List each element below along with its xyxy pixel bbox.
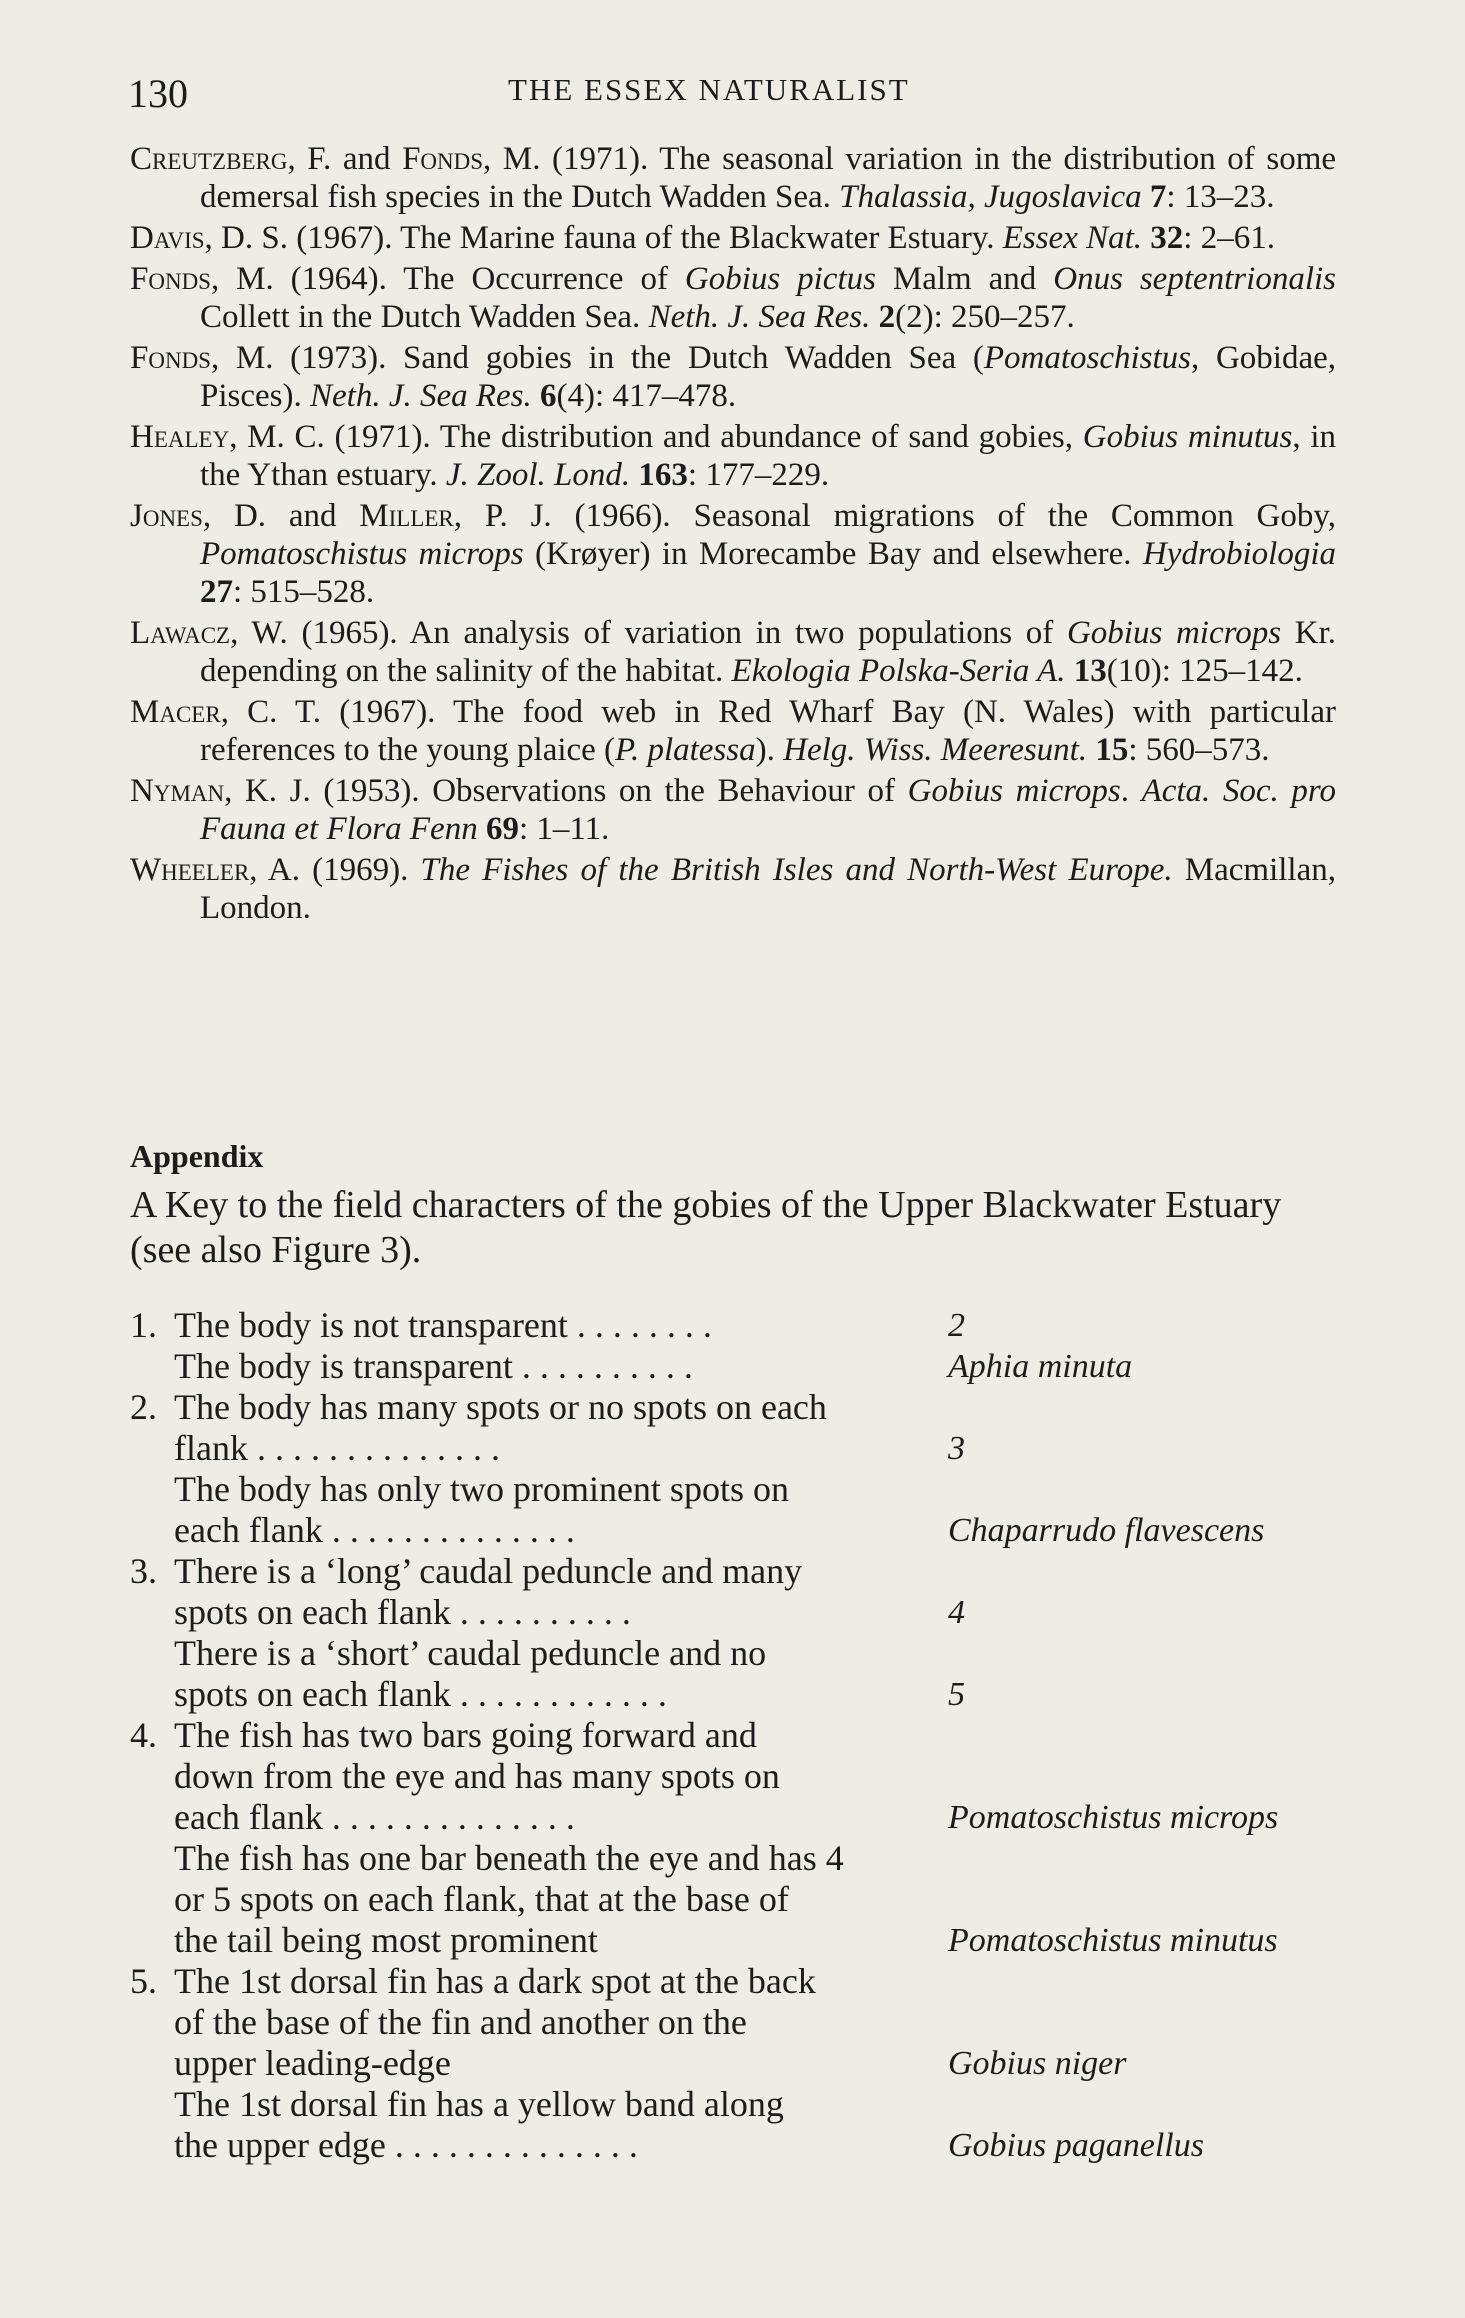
key-text: spots on each flank . . . . . . . . . . . . xyxy=(174,1674,667,1714)
key-text: the upper edge . . . . . . . . . . . . . . xyxy=(174,2125,638,2165)
reference-nyman: Nyman, K. J. (1953). Observations on the Behaviour of Gobius microps. Acta. Soc. pro Fauna et Flora Fenn 69: 1–11. xyxy=(130,773,1336,847)
key-text: There is a ‘short’ caudal peduncle and no xyxy=(174,1633,767,1673)
key-line xyxy=(130,1387,1336,1428)
key-number: 4. xyxy=(130,1715,157,1755)
reference-healey: Healey, M. C. (1971). The distribution and abundance of sand gobies, Gobius minutus, in the Ythan estuary. J. Zool. Lond. 163: 177–229. xyxy=(130,419,1337,493)
key-line xyxy=(130,1633,1336,1674)
key-text: The body has only two prominent spots on xyxy=(174,1469,789,1509)
key-text: down from the eye and has many spots on xyxy=(174,1756,780,1796)
key-text: The 1st dorsal fin has a dark spot at the back xyxy=(174,1961,816,2001)
key-line xyxy=(130,1305,1336,1346)
key-number: 5. xyxy=(130,1961,157,2001)
reference-macer: Macer, C. T. (1967). The food web in Red Wharf Bay (N. Wales) with particular references to the young plaice (P. platessa). Helg. Wiss. Meeresunt. 15: 560–573. xyxy=(130,694,1336,768)
key-line xyxy=(130,1838,1336,1879)
key-line xyxy=(130,1879,1336,1920)
key-text: spots on each flank . . . . . . . . . . xyxy=(174,1592,631,1632)
journal-title: THE ESSEX NATURALIST xyxy=(508,72,910,107)
key-line xyxy=(130,2043,1336,2084)
key-text: The 1st dorsal fin has a yellow band along xyxy=(174,2084,784,2124)
key-text: each flank . . . . . . . . . . . . . . xyxy=(174,1510,575,1550)
key-text: each flank . . . . . . . . . . . . . . xyxy=(174,1797,575,1837)
key-text: The fish has two bars going forward and xyxy=(174,1715,757,1755)
key-line xyxy=(130,1592,1336,1633)
page-number: 130 xyxy=(128,71,188,116)
appendix-intro: A Key to the field characters of the gobies of the Upper Blackwater Estuary (see also Figure 3). xyxy=(130,1184,1282,1271)
reference-lawacz: Lawacz, W. (1965). An analysis of variation in two populations of Gobius microps Kr. depending on the salinity of the habitat. Ekologia Polska-Seria A. 13(10): 125–142. xyxy=(130,615,1336,689)
key-line xyxy=(130,1551,1336,1592)
key-result: Aphia minuta xyxy=(948,1348,1133,1385)
key-text: There is a ‘long’ caudal peduncle and many xyxy=(174,1551,803,1591)
key-line xyxy=(130,2002,1336,2043)
appendix-heading: Appendix xyxy=(130,1138,264,1174)
key-number: 1. xyxy=(130,1305,157,1345)
reference-fonds-1973: Fonds, M. (1973). Sand gobies in the Dutch Wadden Sea (Pomatoschistus, Gobidae, Pisces). Neth. J. Sea Res. 6(4): 417–478. xyxy=(130,340,1336,414)
key-line xyxy=(130,1961,1336,2002)
key-line xyxy=(130,1428,1336,1469)
key-line xyxy=(130,2125,1336,2166)
key-result: Chaparrudo flavescens xyxy=(948,1512,1265,1549)
key-line xyxy=(130,2084,1336,2125)
key-line xyxy=(130,1715,1336,1756)
reference-jones-miller: Jones, D. and Miller, P. J. (1966). Seasonal migrations of the Common Goby, Pomatoschistus microps (Krøyer) in Morecambe Bay and elsewhere. Hydrobiologia 27: 515–528. xyxy=(130,498,1337,610)
key-text: The fish has one bar beneath the eye and has 4 xyxy=(174,1838,844,1878)
identification-key xyxy=(130,1305,1336,2166)
running-head xyxy=(128,70,1328,120)
key-text: of the base of the fin and another on the xyxy=(174,2002,747,2042)
key-line xyxy=(130,1674,1336,1715)
key-text: The body is not transparent . . . . . . . . xyxy=(174,1305,712,1345)
reference-list xyxy=(130,140,1336,930)
key-text: or 5 spots on each flank, that at the base of xyxy=(174,1879,789,1919)
key-text: The body has many spots or no spots on each xyxy=(174,1387,827,1427)
key-text: upper leading-edge xyxy=(174,2043,451,2083)
reference-creutzberg: Creutzberg, F. and Fonds, M. (1971). The seasonal variation in the distribution of some demersal fish species in the Dutch Wadden Sea. Thalassia, Jugoslavica 7: 13–23. xyxy=(130,141,1337,215)
reference-davis: Davis, D. S. (1967). The Marine fauna of the Blackwater Estuary. Essex Nat. 32: 2–61. xyxy=(130,220,1275,256)
key-result: Pomatoschistus minutus xyxy=(948,1922,1278,1959)
key-line xyxy=(130,1797,1336,1838)
key-result: Gobius niger xyxy=(948,2045,1127,2082)
key-text: flank . . . . . . . . . . . . . . xyxy=(174,1428,500,1468)
key-number: 2. xyxy=(130,1387,157,1427)
key-number: 3. xyxy=(130,1551,157,1591)
reference-fonds-1964: Fonds, M. (1964). The Occurrence of Gobius pictus Malm and Onus septentrionalis Collett in the Dutch Wadden Sea. Neth. J. Sea Res. 2(2): 250–257. xyxy=(130,261,1336,335)
reference-wheeler: Wheeler, A. (1969). The Fishes of the British Isles and North-West Europe. Macmillan, London. xyxy=(130,852,1336,926)
key-text: the tail being most prominent xyxy=(174,1920,598,1960)
key-result: 3 xyxy=(948,1430,965,1467)
key-line xyxy=(130,1346,1336,1387)
key-line xyxy=(130,1920,1336,1961)
key-result: 4 xyxy=(948,1594,965,1631)
key-text: The body is transparent . . . . . . . . . . xyxy=(174,1346,693,1386)
key-result: 2 xyxy=(948,1307,965,1344)
key-line xyxy=(130,1756,1336,1797)
key-line xyxy=(130,1510,1336,1551)
key-result: 5 xyxy=(948,1676,965,1713)
key-result: Gobius paganellus xyxy=(948,2127,1204,2164)
key-result: Pomatoschistus microps xyxy=(948,1799,1279,1836)
key-line xyxy=(130,1469,1336,1510)
